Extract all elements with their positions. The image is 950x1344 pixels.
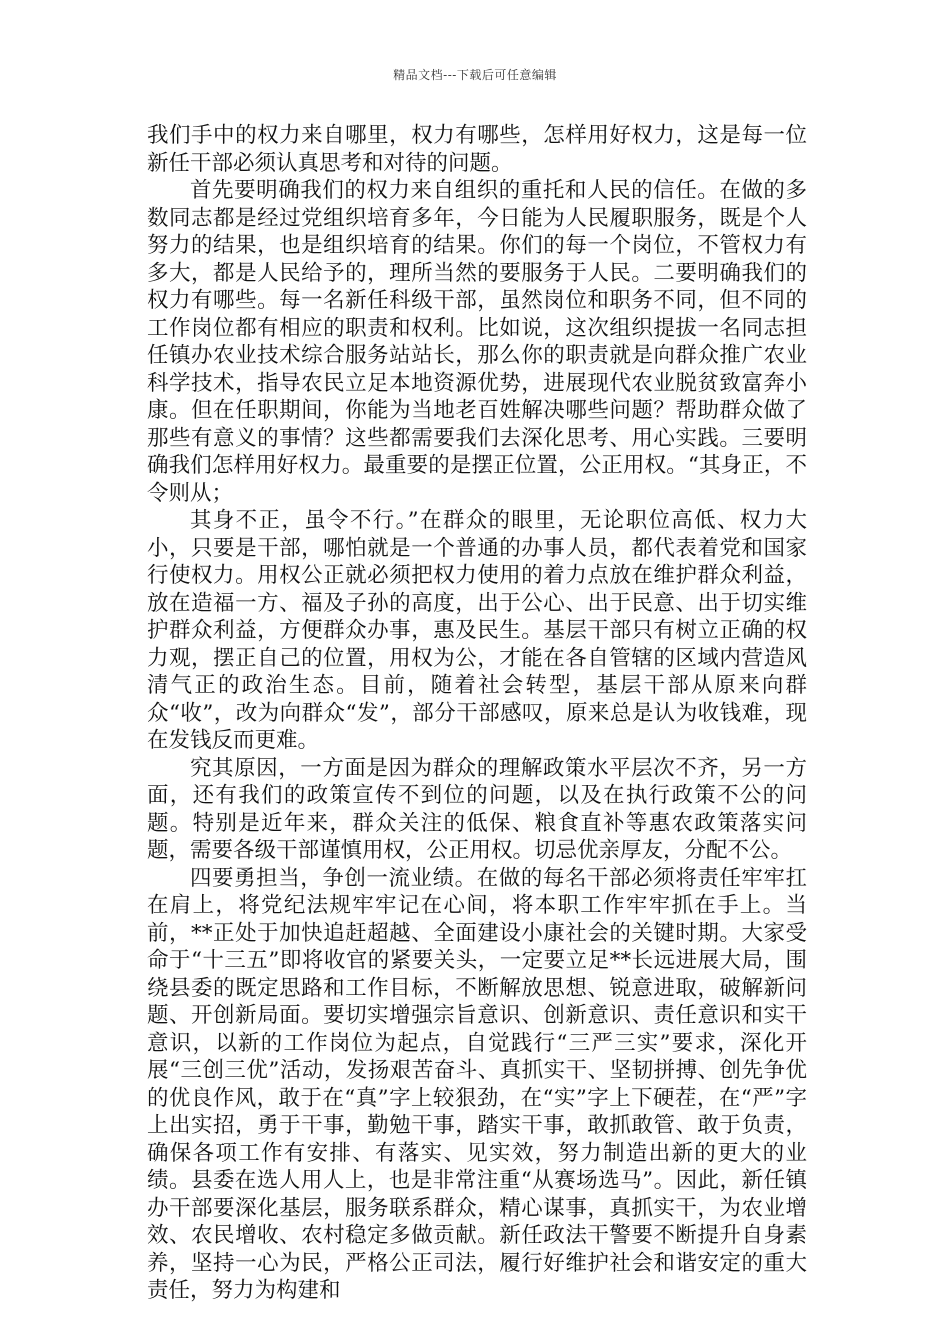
paragraph-5: 四要勇担当，争创一流业绩。在做的每名干部必须将责任牢牢扛在肩上，将党纪法规牢牢记在心间，将本职工作牢牢抓在手上。当前，**正处于加快追赶超越、全面建设小康社会的关键时期。大家受命于“十三五”即将收官的紧要关头，一定要立足**长远进展大局，围绕县委的既定思路和工作目标，不断解放思想、锐意进取，破解新问题、开创新局面。要切实增强宗旨意识、创新意识、责任意识和实干意识，以新的工作岗位为起点，自觉践行“三严三实”要求，深化开展“三创三优”活动，发扬艰苦奋斗、真抓实干、坚韧拼搏、创先争优的优良作风，敢于在“真”字上较狠劲，在“实”字上下硬茬，在“严”字上出实招，勇于干事，勤勉干事，踏实干事，敢抓敢管、敢于负责，确保各项工作有安排、有落实、见实效，努力制造出新的更大的业绩。县委在选人用人上，也是非常注重“从赛场选马”。因此，新任镇办干部要深化基层，服务联系群众，精心谋事，真抓实干，为农业增效、农民增收、农村稳定多做贡献。新任政法干警要不断提升自身素养，坚持一心为民，严格公正司法，履行好维护社会和谐安定的重大责任，努力为构建和 — [147, 865, 807, 1303]
document-body — [147, 122, 807, 1305]
paragraph-2: 首先要明确我们的权力来自组织的重托和人民的信任。在做的多数同志都是经过党组织培育多年，今日能为人民履职服务，既是个人努力的结果，也是组织培育的结果。你们的每一个岗位，不管权力有多大，都是人民给予的，理所当然的要服务于人民。二要明确我们的权力有哪些。每一名新任科级干部，虽然岗位和职务不同，但不同的工作岗位都有相应的职责和权利。比如说，这次组织提拔一名同志担任镇办农业技术综合服务站站长，那么你的职责就是向群众推广农业科学技术，指导农民立足本地资源优势，进展现代农业脱贫致富奔小康。但在任职期间，你能为当地老百姓解决哪些问题？帮助群众做了那些有意义的事情？这些都需要我们去深化思考、用心实践。三要明确我们怎样用好权力。最重要的是摆正位置，公正用权。“其身正，不令则从； — [147, 178, 807, 506]
paragraph-1: 我们手中的权力来自哪里，权力有哪些，怎样用好权力，这是每一位新任干部必须认真思考和对待的问题。 — [147, 123, 807, 176]
paragraph-3: 其身不正，虽令不行。”在群众的眼里，无论职位高低、权力大小，只要是干部，哪怕就是一个普通的办事人员，都代表着党和国家行使权力。用权公正就必须把权力使用的着力点放在维护群众利益，放在造福一方、福及子孙的高度，出于公心、出于民意、出于切实维护群众利益，方便群众办事，惠及民生。基层干部只有树立正确的权力观，摆正自己的位置，用权为公，才能在各自管辖的区域内营造风清气正的政治生态。目前，随着社会转型，基层干部从原来向群众“收”，改为向群众“发”，部分干部感叹，原来总是认为收钱难，现在发钱反而更难。 — [147, 508, 807, 753]
page-header: 精品文档---下载后可任意编辑 — [393, 68, 557, 82]
paragraph-4: 究其原因，一方面是因为群众的理解政策水平层次不齐，另一方面，还有我们的政策宣传不到位的问题，以及在执行政策不公的问题。特别是近年来，群众关注的低保、粮食直补等惠农政策落实问题，需要各级干部谨慎用权，公正用权。切忌优亲厚友，分配不公。 — [147, 755, 807, 863]
